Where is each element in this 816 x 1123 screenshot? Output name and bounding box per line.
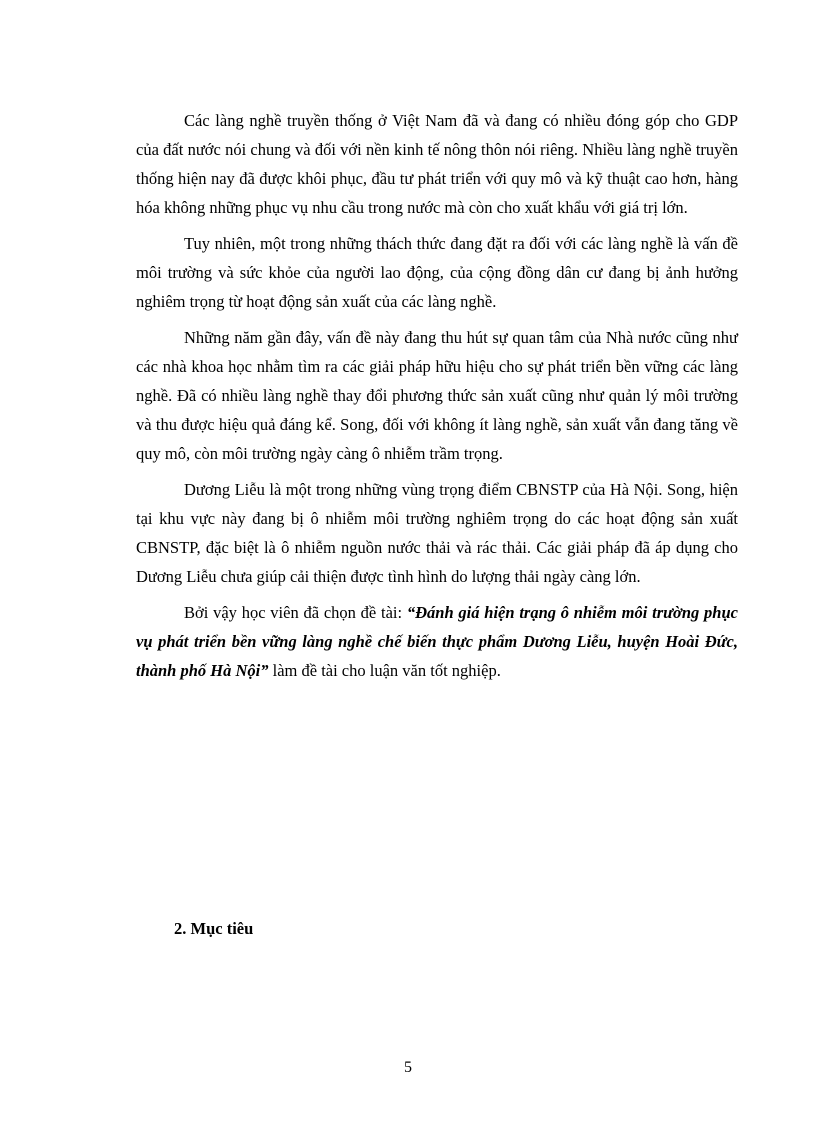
paragraph-3: Những năm gần đây, vấn đề này đang thu hút sự quan tâm của Nhà nước cũng như các nhà khoa học nhằm tìm ra các giải pháp hữu hiệu cho sự phát triển bền vững các làng nghề. Đã có nhiều làng nghề thay đổi phương thức sản xuất cũng như quản lý môi trường và thu được hiệu quả đáng kể. Song, đối với không ít làng nghề, sản xuất vẫn đang tăng về quy mô, còn môi trường ngày càng ô nhiễm trầm trọng. bbox=[136, 328, 738, 463]
paragraph-5-lead: Bởi vậy học viên đã chọn đề tài: bbox=[184, 603, 407, 622]
page-number: 5 bbox=[404, 1059, 412, 1076]
thesis-title: “Đánh giá hiện trạng ô nhiễm môi trường phục vụ phát triển bền vững làng nghề chế biến thực phẩm Dương Liễu, huyện Hoài Đức, thành phố Hà Nội” bbox=[136, 603, 738, 680]
paragraph-1: Các làng nghề truyền thống ở Việt Nam đã và đang có nhiều đóng góp cho GDP của đất nước nói chung và đối với nền kinh tế nông thôn nói riêng. Nhiều làng nghề truyền thống hiện nay đã được khôi phục, đầu tư phát triển với quy mô và kỹ thuật cao hơn, hàng hóa không những phục vụ nhu cầu trong nước mà còn cho xuất khẩu với giá trị lớn. bbox=[136, 111, 738, 217]
body-text bbox=[136, 106, 738, 685]
paragraph-5 bbox=[136, 598, 738, 685]
paragraph-4: Dương Liễu là một trong những vùng trọng điểm CBNSTP của Hà Nội. Song, hiện tại khu vực này đang bị ô nhiễm môi trường nghiêm trọng do các hoạt động sản xuất CBNSTP, đặc biệt là ô nhiễm nguồn nước thải và rác thải. Các giải pháp đã áp dụng cho Dương Liễu chưa giúp cải thiện được tình hình do lượng thải ngày càng lớn. bbox=[136, 480, 738, 586]
paragraph-5-tail: làm đề tài cho luận văn tốt nghiệp. bbox=[268, 661, 501, 680]
section-heading: 2. Mục tiêu bbox=[174, 919, 254, 938]
paragraph-2: Tuy nhiên, một trong những thách thức đang đặt ra đối với các làng nghề là vấn đề môi trường và sức khỏe của người lao động, của cộng đồng dân cư đang bị ảnh hưởng nghiêm trọng từ hoạt động sản xuất của các làng nghề. bbox=[136, 234, 738, 311]
